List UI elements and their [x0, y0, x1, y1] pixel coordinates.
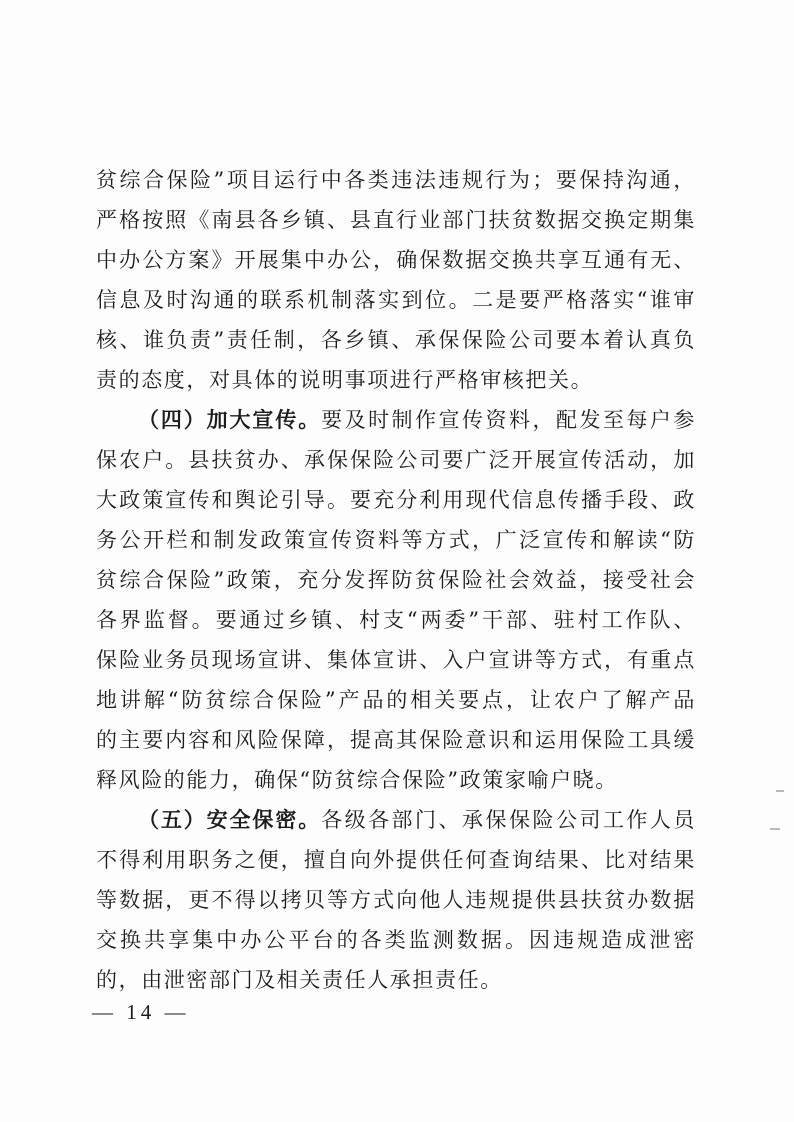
section-heading-publicity: （四）加大宣传。 [138, 408, 322, 432]
text-line: 严格按照《南县各乡镇、县直行业部门扶贫数据交换定期集 [96, 208, 696, 232]
section-five-first-line [96, 800, 696, 840]
text-line: 保农户。县扶贫办、承保保险公司要广泛开展宣传活动，加 [96, 448, 696, 472]
section-heading-confidentiality: （五）安全保密。 [138, 808, 322, 832]
text-line: 贫综合保险”政策，充分发挥防贫保险社会效益，接受社会 [96, 568, 696, 592]
text-run: 要及时制作宣传资料，配发至每户参 [321, 408, 696, 432]
document-body [96, 160, 696, 1000]
text-line: 交换共享集中办公平台的各类监测数据。因违规造成泄密 [96, 928, 696, 952]
text-line: 大政策宣传和舆论引导。要充分利用现代信息传播手段、政 [96, 488, 696, 512]
text-line: 信息及时沟通的联系机制落实到位。二是要严格落实“谁审 [96, 288, 696, 312]
text-run: 各级各部门、承保保险公司工作人员 [321, 808, 696, 832]
text-line: 的，由泄密部门及相关责任人承担责任。 [96, 968, 503, 992]
text-line: 务公开栏和制发政策宣传资料等方式，广泛宣传和解读“防 [96, 528, 696, 552]
text-line: 责的态度，对具体的说明事项进行严格审核把关。 [96, 368, 594, 392]
page-number: — 14 — [92, 1000, 190, 1024]
text-line: 贫综合保险”项目运行中各类违法违规行为；要保持沟通， [96, 168, 696, 192]
text-line: 释风险的能力，确保“防贫综合保险”政策家喻户晓。 [96, 768, 618, 792]
text-line: 核、谁负责”责任制，各乡镇、承保保险公司要本着认真负 [96, 328, 696, 352]
text-line: 地讲解“防贫综合保险”产品的相关要点，让农户了解产品 [96, 688, 696, 712]
scan-artifact [776, 790, 784, 792]
text-line: 的主要内容和风险保障，提高其保险意识和运用保险工具缓 [96, 728, 696, 752]
section-four-first-line [96, 400, 696, 440]
text-line: 中办公方案》开展集中办公，确保数据交换共享互通有无、 [96, 248, 696, 272]
text-line: 不得利用职务之便，擅自向外提供任何查询结果、比对结果 [96, 848, 696, 872]
text-line: 保险业务员现场宣讲、集体宣讲、入户宣讲等方式，有重点 [96, 648, 696, 672]
text-line: 等数据，更不得以拷贝等方式向他人违规提供县扶贫办数据 [96, 888, 696, 912]
scan-artifact [770, 828, 780, 830]
text-line: 各界监督。要通过乡镇、村支“两委”干部、驻村工作队、 [96, 608, 696, 632]
